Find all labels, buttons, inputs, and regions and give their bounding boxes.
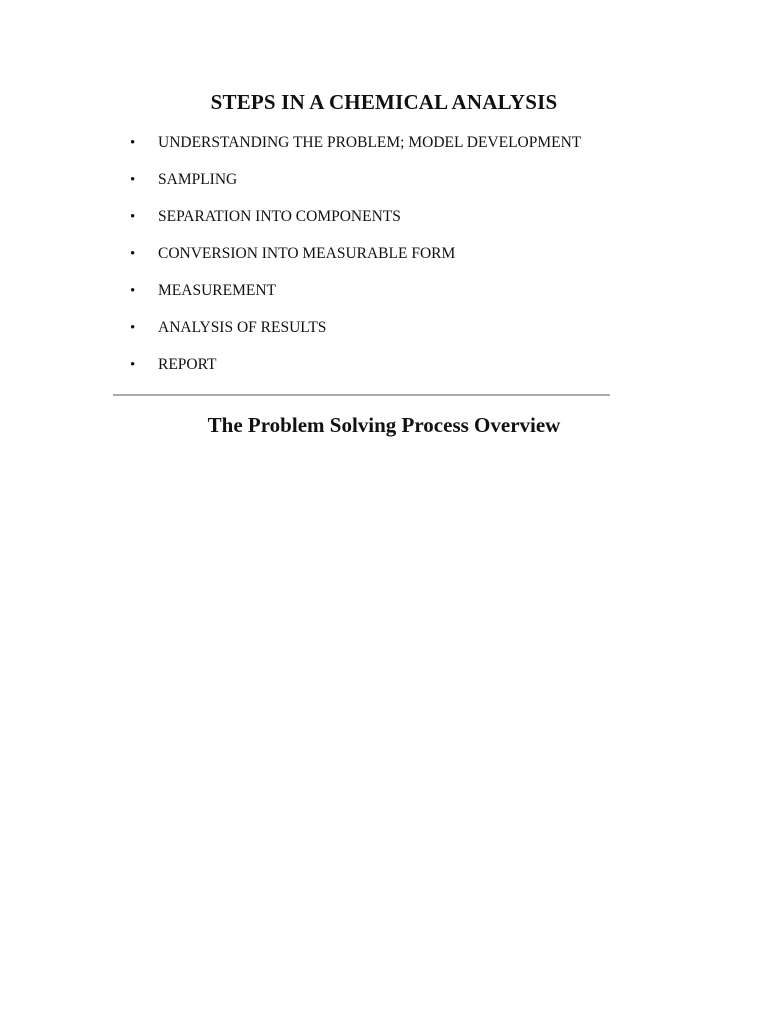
- step-label: REPORT: [158, 356, 217, 373]
- bullet-icon: •: [130, 209, 136, 225]
- bullet-icon: •: [130, 246, 136, 262]
- step-label: ANALYSIS OF RESULTS: [158, 319, 327, 336]
- bullet-icon: •: [130, 135, 136, 151]
- step-label: SEPARATION INTO COMPONENTS: [158, 208, 401, 225]
- bullet-icon: •: [130, 283, 136, 299]
- step-label: UNDERSTANDING THE PROBLEM; MODEL DEVELOPMENT: [158, 134, 582, 151]
- horizontal-divider: [113, 394, 610, 396]
- document-title: STEPS IN A CHEMICAL ANALYSIS: [210, 90, 558, 114]
- step-label: CONVERSION INTO MEASURABLE FORM: [158, 245, 456, 262]
- bullet-icon: •: [130, 357, 136, 373]
- bullet-icon: •: [130, 320, 136, 336]
- bullet-icon: •: [130, 172, 136, 188]
- step-label: MEASUREMENT: [158, 282, 276, 299]
- section-subtitle: The Problem Solving Process Overview: [207, 413, 561, 437]
- step-label: SAMPLING: [158, 171, 238, 188]
